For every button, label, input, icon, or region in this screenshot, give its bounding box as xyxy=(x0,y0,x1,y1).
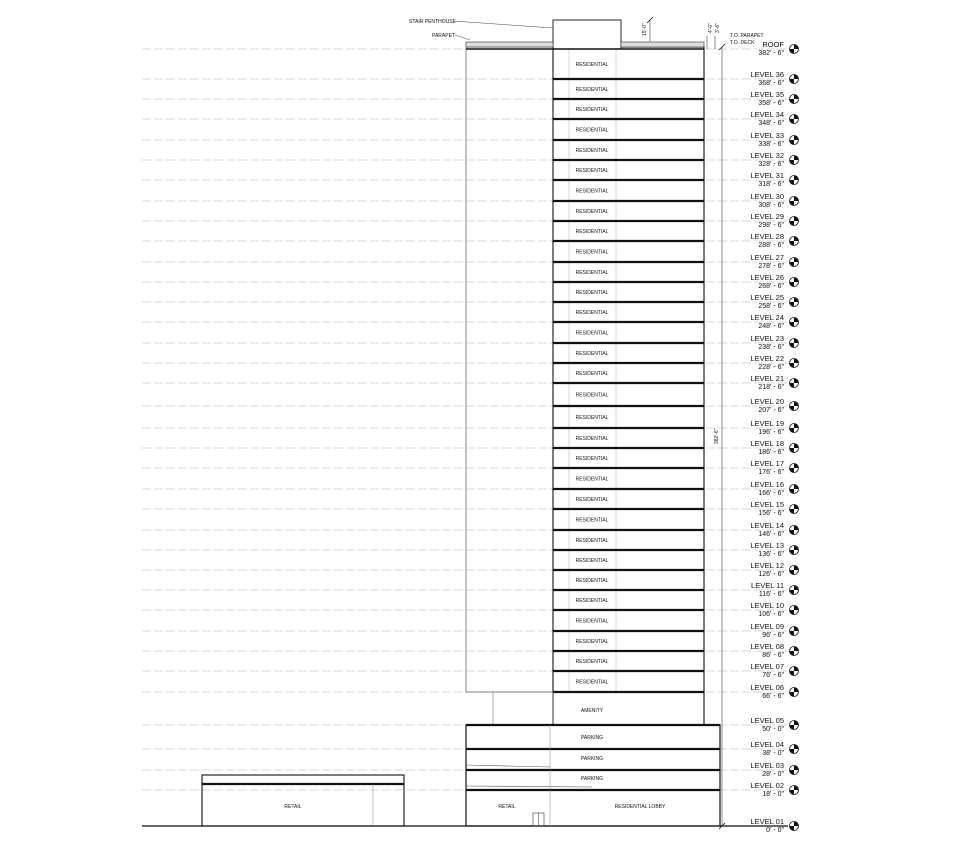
level-name: LEVEL 24 xyxy=(750,313,784,322)
level-datum-icon xyxy=(790,667,799,676)
level-elevation: 288' - 6" xyxy=(758,242,784,249)
level-elevation: 50' - 0" xyxy=(762,726,784,733)
level-elevation: 268' - 6" xyxy=(758,283,784,290)
level-datum-icon xyxy=(790,606,799,615)
level-elevation: 76' - 6" xyxy=(762,672,784,679)
level-datum-icon xyxy=(790,464,799,473)
level-name: LEVEL 35 xyxy=(750,90,784,99)
level-datum-icon xyxy=(790,298,799,307)
level-elevation: 338' - 6" xyxy=(758,141,784,148)
tower-setback-outline xyxy=(466,47,553,692)
level-name: LEVEL 21 xyxy=(750,374,784,383)
level-name: LEVEL 08 xyxy=(750,642,784,651)
level-name: ROOF xyxy=(762,40,784,49)
level-name: LEVEL 06 xyxy=(750,683,784,692)
parapet-label: PARAPET xyxy=(432,33,455,39)
level-elevation: 218' - 6" xyxy=(758,384,784,391)
parking-ramp xyxy=(466,786,592,787)
room-label-residential-lobby: RESIDENTIAL LOBBY xyxy=(614,804,666,810)
room-label-parking: PARKING xyxy=(580,735,604,741)
level-elevation: 318' - 6" xyxy=(758,181,784,188)
level-datum-icon xyxy=(790,45,799,54)
level-name: LEVEL 12 xyxy=(750,561,784,570)
room-label-residential: RESIDENTIAL xyxy=(575,476,609,483)
to-parapet-label: T.O. PARAPET xyxy=(730,33,764,39)
room-label-residential: RESIDENTIAL xyxy=(575,558,609,564)
room-label-residential: RESIDENTIAL xyxy=(575,351,609,357)
level-markers xyxy=(751,40,799,834)
room-label-residential: RESIDENTIAL xyxy=(575,392,609,399)
level-elevation: 207' - 6" xyxy=(758,407,784,414)
level-datum-icon xyxy=(790,359,799,368)
level-name: LEVEL 30 xyxy=(750,192,784,201)
level-datum-icon xyxy=(790,278,799,287)
level-name: LEVEL 22 xyxy=(750,354,784,363)
room-label-residential: RESIDENTIAL xyxy=(575,371,609,377)
dim-parapet-a-label: 4'-0" xyxy=(708,23,714,33)
level-elevation: 38' - 0" xyxy=(762,750,784,757)
level-datum-icon xyxy=(790,95,799,104)
level-elevation: 308' - 6" xyxy=(758,202,784,209)
room-label-residential: RESIDENTIAL xyxy=(575,456,609,462)
room-label-retail: RETAIL xyxy=(284,804,302,810)
level-name: LEVEL 10 xyxy=(750,601,784,610)
level-elevation: 126' - 6" xyxy=(758,571,784,578)
level-elevation: 116' - 6" xyxy=(758,591,784,598)
level-name: LEVEL 05 xyxy=(750,716,784,725)
level-elevation: 166' - 6" xyxy=(758,490,784,497)
level-name: LEVEL 33 xyxy=(750,131,784,140)
room-label-residential: RESIDENTIAL xyxy=(575,578,609,584)
level-datum-icon xyxy=(790,485,799,494)
level-elevation: 238' - 6" xyxy=(758,344,784,351)
level-elevation: 106' - 6" xyxy=(758,611,784,618)
level-datum-icon xyxy=(790,745,799,754)
level-datum-icon xyxy=(790,424,799,433)
dim-penthouse-label: 15'-0" xyxy=(642,23,648,36)
level-datum-icon xyxy=(790,115,799,124)
room-label-residential: RESIDENTIAL xyxy=(575,168,609,174)
level-name: LEVEL 23 xyxy=(750,334,784,343)
level-datum-icon xyxy=(790,339,799,348)
room-labels xyxy=(284,62,666,810)
room-label-residential: RESIDENTIAL xyxy=(575,330,609,337)
level-elevation: 196' - 6" xyxy=(758,429,784,436)
level-name: LEVEL 03 xyxy=(750,761,784,770)
level-datum-icon xyxy=(790,766,799,775)
level-name: LEVEL 15 xyxy=(750,500,784,509)
level-datum-icon xyxy=(790,444,799,453)
level-elevation: 28' - 0" xyxy=(762,771,784,778)
room-label-residential: RESIDENTIAL xyxy=(575,188,609,195)
level-name: LEVEL 29 xyxy=(750,212,784,221)
room-label-residential: RESIDENTIAL xyxy=(575,517,609,524)
level-datum-icon xyxy=(790,379,799,388)
level-datum-icon xyxy=(790,786,799,795)
level-name: LEVEL 19 xyxy=(750,419,784,428)
room-label-residential: RESIDENTIAL xyxy=(575,639,609,645)
level-elevation: 66' - 6" xyxy=(762,693,784,700)
level-elevation: 228' - 6" xyxy=(758,364,784,371)
room-label-parking: PARKING xyxy=(580,776,604,782)
level-name: LEVEL 18 xyxy=(750,439,784,448)
level-datum-icon xyxy=(790,156,799,165)
level-name: LEVEL 25 xyxy=(750,293,784,302)
room-label-amenity: AMENITY xyxy=(580,708,604,714)
room-label-residential: RESIDENTIAL xyxy=(575,290,609,296)
room-label-residential: RESIDENTIAL xyxy=(575,436,609,442)
stair-penthouse xyxy=(553,20,621,49)
level-elevation: 86' - 6" xyxy=(762,652,784,659)
level-datum-icon xyxy=(790,217,799,226)
level-elevation: 136' - 6" xyxy=(758,551,784,558)
level-datum-icon xyxy=(790,197,799,206)
level-name: LEVEL 20 xyxy=(750,397,784,406)
level-name: LEVEL 02 xyxy=(750,781,784,790)
overall-height-dimension: 382'-6" xyxy=(714,428,720,444)
level-name: LEVEL 17 xyxy=(750,459,784,468)
level-name: LEVEL 31 xyxy=(750,171,784,180)
level-name: LEVEL 36 xyxy=(750,70,784,79)
parapet-right xyxy=(621,42,704,47)
level-datum-icon xyxy=(790,136,799,145)
building-structure xyxy=(142,17,788,829)
level-elevation: 328' - 6" xyxy=(758,161,784,168)
level-datum-icon xyxy=(790,566,799,575)
room-label-residential: RESIDENTIAL xyxy=(575,107,609,113)
amenity-setback xyxy=(493,692,553,725)
room-label-residential: RESIDENTIAL xyxy=(575,618,609,625)
room-label-residential: RESIDENTIAL xyxy=(575,598,609,604)
level-name: LEVEL 04 xyxy=(750,740,784,749)
level-name: LEVEL 14 xyxy=(750,521,784,530)
room-label-residential: RESIDENTIAL xyxy=(575,538,609,544)
level-elevation: 348' - 6" xyxy=(758,120,784,127)
room-label-parking: PARKING xyxy=(580,756,604,762)
room-label-residential: RESIDENTIAL xyxy=(575,87,609,93)
level-name: LEVEL 11 xyxy=(751,581,784,590)
room-label-residential: RESIDENTIAL xyxy=(575,310,609,316)
level-datum-icon xyxy=(790,721,799,730)
level-elevation: 278' - 6" xyxy=(758,263,784,270)
level-datum-icon xyxy=(790,546,799,555)
room-label-residential: RESIDENTIAL xyxy=(575,249,609,256)
level-name: LEVEL 27 xyxy=(750,253,784,262)
level-elevation: 186' - 6" xyxy=(758,449,784,456)
room-label-residential: RESIDENTIAL xyxy=(575,415,609,421)
level-datum-icon xyxy=(790,176,799,185)
level-elevation: 18' - 0" xyxy=(762,791,784,798)
level-datum-icon xyxy=(790,402,799,411)
level-datum-icon xyxy=(790,75,799,84)
level-datum-icon xyxy=(790,505,799,514)
room-label-residential: RESIDENTIAL xyxy=(575,62,609,68)
level-elevation: 258' - 6" xyxy=(758,303,784,310)
room-label-residential: RESIDENTIAL xyxy=(575,127,609,134)
room-label-residential: RESIDENTIAL xyxy=(575,270,609,276)
level-elevation: 358' - 6" xyxy=(758,100,784,107)
level-gridlines xyxy=(142,49,788,826)
level-datum-icon xyxy=(790,318,799,327)
room-label-residential: RESIDENTIAL xyxy=(575,148,609,154)
level-elevation: 0' - 0" xyxy=(766,827,784,834)
level-name: LEVEL 09 xyxy=(750,622,784,631)
level-name: LEVEL 13 xyxy=(750,541,784,550)
level-datum-icon xyxy=(790,258,799,267)
to-deck-label: T.O. DECK xyxy=(730,40,755,46)
level-datum-icon xyxy=(790,237,799,246)
stair-penthouse-label: STAIR PENTHOUSE xyxy=(409,19,456,25)
level-elevation: 248' - 6" xyxy=(758,323,784,330)
level-datum-icon xyxy=(790,627,799,636)
level-datum-icon xyxy=(790,647,799,656)
room-label-residential: RESIDENTIAL xyxy=(575,229,609,235)
room-label-residential: RESIDENTIAL xyxy=(575,659,609,665)
level-datum-icon xyxy=(790,688,799,697)
retail-building-outline xyxy=(202,775,404,826)
room-label-residential: RESIDENTIAL xyxy=(575,497,609,503)
dim-parapet-b-label: 3'-6" xyxy=(715,23,721,33)
room-label-residential: RESIDENTIAL xyxy=(575,679,609,686)
level-name: LEVEL 16 xyxy=(750,480,784,489)
level-name: LEVEL 26 xyxy=(750,273,784,282)
level-name: LEVEL 34 xyxy=(750,110,784,119)
level-elevation: 298' - 6" xyxy=(758,222,784,229)
parapet-left xyxy=(466,42,553,47)
level-name: LEVEL 07 xyxy=(750,662,784,671)
level-elevation: 176' - 6" xyxy=(758,469,784,476)
level-name: LEVEL 01 xyxy=(750,817,784,826)
level-name: LEVEL 28 xyxy=(750,232,784,241)
room-label-residential: RESIDENTIAL xyxy=(575,209,609,215)
level-elevation: 156' - 6" xyxy=(758,510,784,517)
level-datum-icon xyxy=(790,526,799,535)
room-label-retail: RETAIL xyxy=(498,804,516,810)
parking-ramp xyxy=(466,765,550,767)
level-elevation: 96' - 6" xyxy=(762,632,784,639)
level-datum-icon xyxy=(790,822,799,831)
level-datum-icon xyxy=(790,586,799,595)
level-elevation: 368' - 6" xyxy=(758,80,784,87)
level-elevation: 382' - 6" xyxy=(758,50,784,57)
level-elevation: 146' - 6" xyxy=(758,531,784,538)
level-name: LEVEL 32 xyxy=(750,151,784,160)
